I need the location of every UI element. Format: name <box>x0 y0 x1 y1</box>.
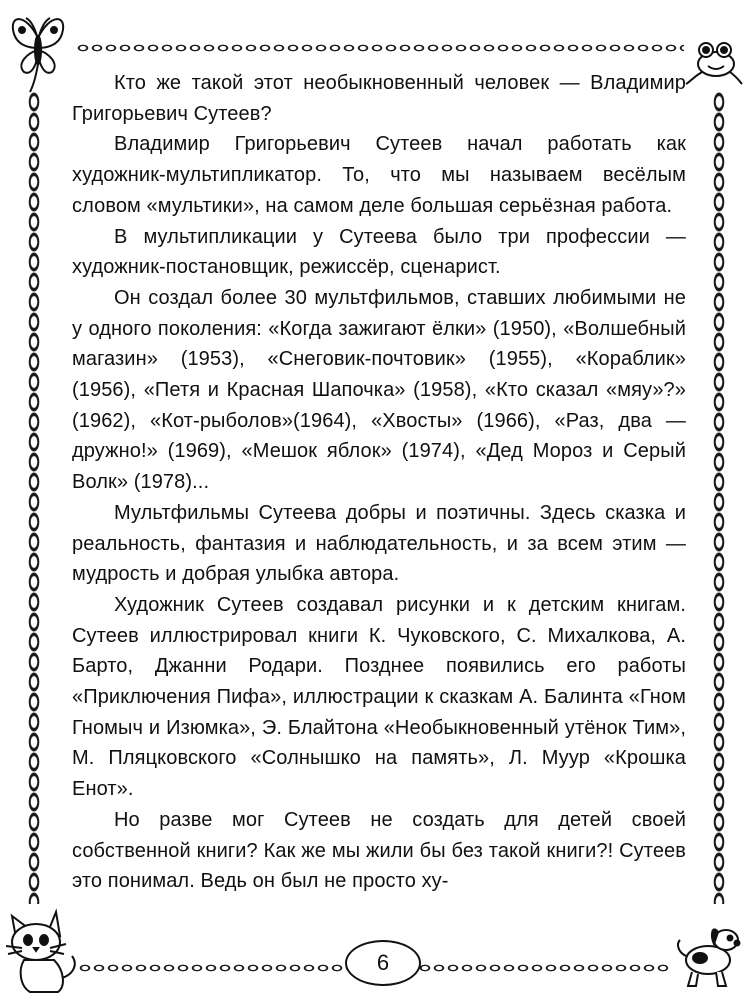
chain-border-right <box>711 92 727 904</box>
page-number-label: 6 <box>376 950 390 975</box>
chain-border-left <box>26 92 42 904</box>
cat-icon <box>2 908 80 996</box>
chain-border-top <box>76 40 684 56</box>
paragraph: Мультфильмы Сутеева добры и поэтичны. Здесь сказка и реальность, фантазия и наблюдательность, и за всем этим — мудрость и добрая улыбка автора. <box>72 501 686 586</box>
paragraph: Кто же такой этот необыкновенный человек — Владимир Григорьевич Сутеев? <box>72 72 686 125</box>
chain-border-bottom-left <box>78 960 348 976</box>
body-text <box>72 68 686 897</box>
butterfly-icon <box>6 8 70 94</box>
paragraph: Но разве мог Сутеев не создать для детей своей собственной книги? Как же мы жили бы без такой книги?! Сутеев это понимал. Ведь он был не просто ху- <box>72 808 686 893</box>
page-number <box>345 940 421 986</box>
paragraph: Художник Сутеев создавал рисунки и к детским книгам. Сутеев иллюстрировал книги К. Чуковского, С. Михалкова, А. Барто, Джанни Родари. Позднее появились его работы «Приключения Пифа», иллюстрации к сказкам А. Балинта «Гном Гномыч и Изюмка», Э. Блайтона «Необыкновенный утёнок Тим», М. Пляцковского «Солнышко на память», Л. Муур «Крошка Енот». <box>72 593 686 801</box>
paragraph: Он создал более 30 мультфильмов, ставших любимыми не у одного поколения: «Когда зажигают ёлки» (1950), «Волшебный магазин» (1953), «Снеговик-почтовик» (1955), «Кораблик» (1956), «Петя и Красная Шапочка» (1958), «Кто сказал «мяу»?» (1962), «Кот-рыболов»(1964), «Хвосты» (1966), «Раз, два — дружно!» (1969), «Мешок яблок» (1974), «Дед Мороз и Серый Волк» (1978)... <box>72 286 686 494</box>
paragraph: Владимир Григорьевич Сутеев начал работать как художник-мультипликатор. То, что мы называем весёлым словом «мультики», на самом деле большая серьёзная работа. <box>72 133 686 217</box>
dog-icon <box>670 918 744 990</box>
chain-border-bottom-right <box>418 960 668 976</box>
frog-icon <box>684 38 744 86</box>
paragraph: В мультипликации у Сутеева было три профессии — художник-постановщик, режиссёр, сценарист. <box>72 225 686 279</box>
